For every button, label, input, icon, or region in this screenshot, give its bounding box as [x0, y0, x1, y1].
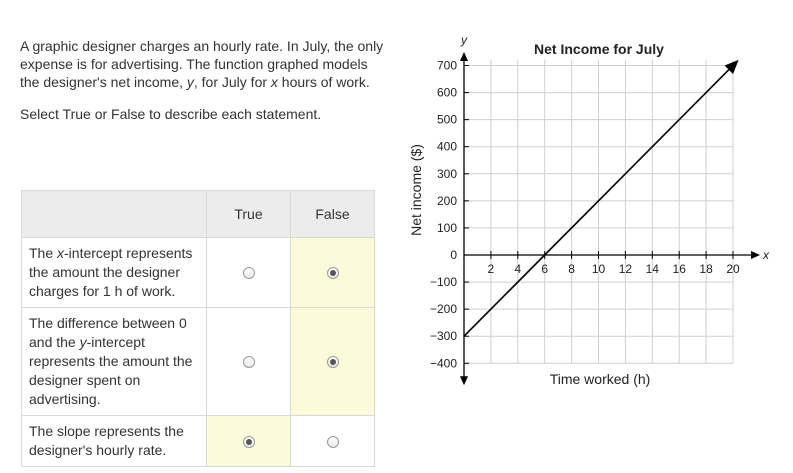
x-tick-label: 10 — [591, 262, 606, 276]
statement-3: The slope represents the designer's hourly rate. — [22, 416, 207, 467]
series-line — [464, 67, 732, 336]
question-paragraph-1: A graphic designer charges an hourly rate. In July, the only expense is for advertising. The function graphed models the designer's net income, y, for July for x hours of work. — [20, 38, 384, 90]
row-2-true-radio[interactable] — [243, 356, 255, 368]
y-tick-label: 0 — [450, 248, 457, 262]
y-tick-label: 200 — [436, 193, 457, 208]
statement-1: The x-intercept represents the amount the designer charges for 1 h of work. — [22, 238, 207, 308]
row-1-true-radio[interactable] — [243, 267, 255, 279]
row-1-true-cell[interactable] — [207, 238, 291, 308]
x-tick-label: 16 — [672, 262, 686, 276]
y-axis-arrow-up — [460, 52, 468, 61]
x-tick-label: 18 — [699, 262, 713, 276]
x-axis-label: Time worked (h) — [549, 371, 651, 387]
y-axis-name: y — [461, 33, 467, 47]
net-income-graph — [400, 30, 770, 400]
x-tick-label: 20 — [726, 262, 740, 276]
row-3-false-cell[interactable] — [291, 416, 375, 467]
row-1-false-radio[interactable] — [327, 267, 339, 279]
y-axis-label: Net income ($) — [408, 144, 424, 236]
x-tick-label: 12 — [618, 262, 633, 276]
x-tick-label: 6 — [541, 262, 549, 276]
x-tick-label: 8 — [568, 262, 575, 276]
row-3-false-radio[interactable] — [327, 436, 339, 448]
y-tick-label: 100 — [436, 220, 457, 235]
table-row — [22, 308, 375, 416]
y-tick-label: 400 — [436, 139, 457, 154]
x-axis-arrow — [751, 251, 760, 259]
y-tick-label: 700 — [436, 58, 457, 73]
row-3-true-radio[interactable] — [243, 436, 255, 448]
row-3-true-cell[interactable] — [207, 416, 291, 467]
y-tick-label: −200 — [429, 302, 457, 317]
row-2-true-cell[interactable] — [207, 308, 291, 416]
x-axis-name: x — [763, 248, 769, 262]
statement-2: The difference between 0 and the y-intercept represents the amount the designer spent on advertising. — [22, 308, 207, 416]
header-blank — [22, 191, 207, 238]
header-false: False — [291, 191, 375, 238]
chart-title: Net Income for July — [534, 41, 664, 57]
true-false-table — [21, 190, 375, 467]
table-row — [22, 238, 375, 308]
header-true: True — [207, 191, 291, 238]
x-tick-label: 2 — [487, 262, 495, 276]
row-2-false-cell[interactable] — [291, 308, 375, 416]
y-tick-label: −100 — [429, 275, 457, 290]
table-row — [22, 416, 375, 467]
y-axis-arrow-down — [460, 376, 468, 385]
x-tick-label: 4 — [514, 262, 522, 276]
y-tick-label: 600 — [436, 85, 457, 100]
table-header-row — [22, 191, 375, 238]
x-tick-label: 14 — [645, 262, 659, 276]
y-tick-label: 300 — [436, 166, 457, 181]
y-tick-label: −400 — [429, 356, 457, 371]
y-tick-label: 500 — [436, 112, 457, 127]
question-text — [20, 37, 385, 137]
row-1-false-cell[interactable] — [291, 238, 375, 308]
y-tick-label: −300 — [429, 329, 457, 344]
question-instruction: Select True or False to describe each statement. — [20, 106, 322, 122]
row-2-false-radio[interactable] — [327, 356, 339, 368]
